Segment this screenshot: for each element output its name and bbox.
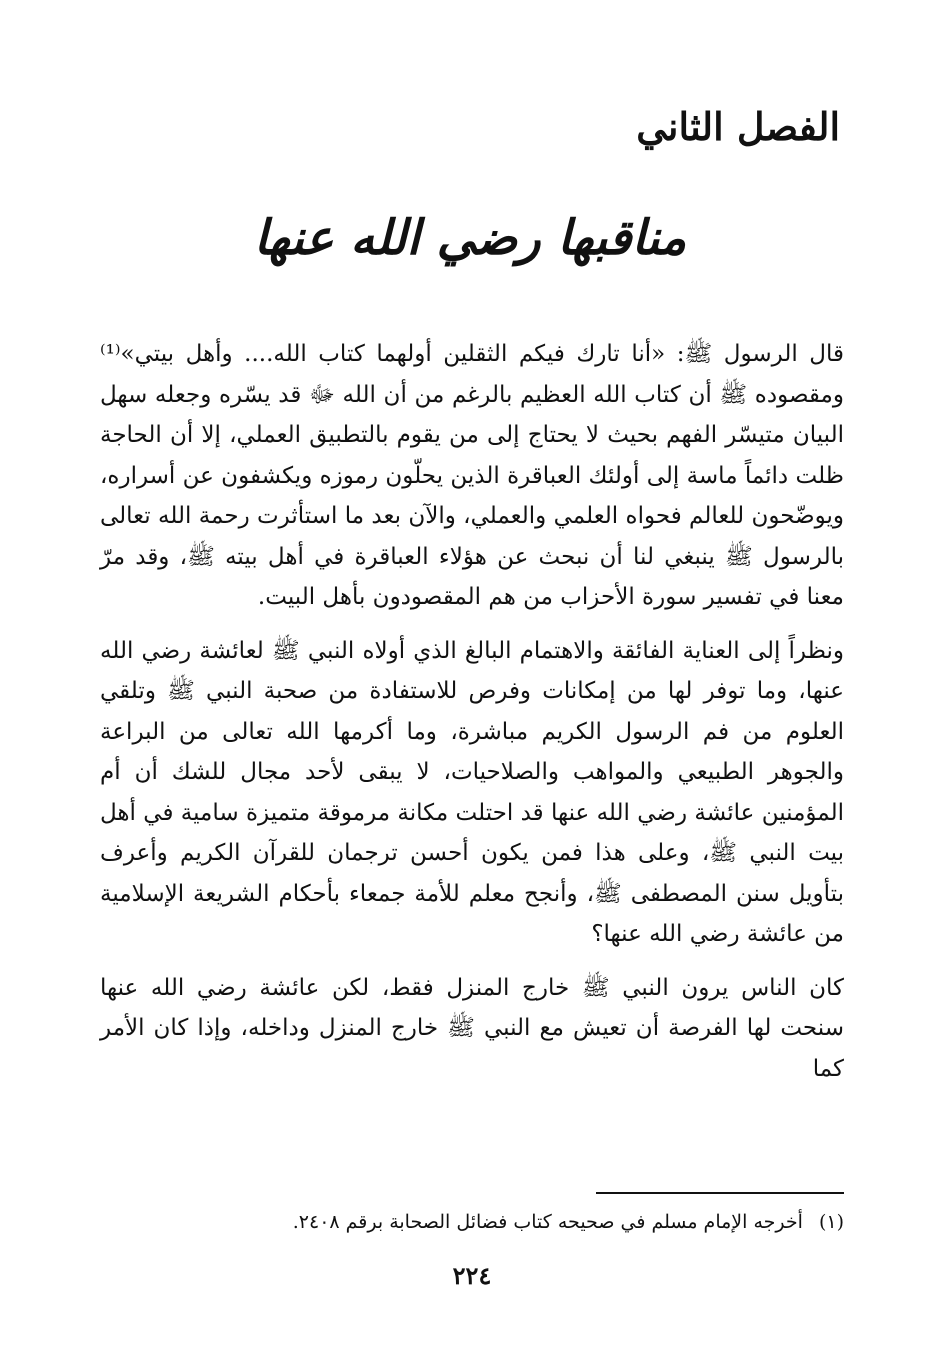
chapter-heading: الفصل الثاني	[636, 104, 840, 149]
section-title: مناقبها رضي الله عنها	[253, 210, 687, 266]
page-number: ٢٢٤	[452, 1261, 492, 1290]
footnote	[100, 1205, 844, 1239]
footnote-marker: (١)	[818, 1211, 844, 1233]
paragraph: ونظراً إلى العناية الفائقة والاهتمام البالغ الذي أولاه النبي ﷺ لعائشة رضي الله عنها، وما توفر لها من إمكانات وفرص للاستفادة من صحبة النبي ﷺ وتلقي العلوم من فم الرسول الكريم مباشرة، وما أكرمها الله تعالى من البراعة والجوهر الطبيعي والمواهب والصلاحيات، لا يبقى لأحد مجال للشك أن أم المؤمنين عائشة رضي الله عنها قد احتلت مكانة مرموقة متميزة سامية في أهل بيت النبي ﷺ، وعلى هذا فمن يكون أحسن ترجمان للقرآن الكريم وأعرف بتأويل سنن المصطفى ﷺ، وأنجح معلم للأمة جمعاء بأحكام الشريعة الإسلامية من عائشة رضي الله عنها؟	[100, 637, 844, 947]
footnote-divider	[596, 1192, 844, 1194]
footnote-text: أخرجه الإمام مسلم في صحيحه كتاب فضائل الصحابة برقم ٢٤٠٨.	[292, 1211, 803, 1233]
paragraph: كان الناس يرون النبي ﷺ خارج المنزل فقط، لكن عائشة رضي الله عنها سنحت لها الفرصة أن تعيش مع النبي ﷺ خارج المنزل وداخله، وإذا كان الأمر كما	[100, 974, 844, 1082]
body-text	[100, 334, 844, 1089]
paragraph: قال الرسول ﷺ: «أنا تارك فيكم الثقلين أولهما كتاب الله.... وأهل بيتي»⁽¹⁾ ومقصوده ﷺ أن كتاب الله العظيم بالرغم من أن الله ﷻ قد يسّره وجعله سهل البيان متيسّر الفهم بحيث لا يحتاج إلى من يقوم بالتطبيق العملي، إلا أن الحاجة ظلت دائماً ماسة إلى أولئك العباقرة الذين يحلّون رموزه ويكشفون عن أسراره، ويوضّحون للعالم فحواه العلمي والعملي، والآن بعد ما استأثرت رحمة الله تعالى بالرسول ﷺ ينبغي لنا أن نبحث عن هؤلاء العباقرة في أهل بيته ﷺ، وقد مرّ معنا في تفسير سورة الأحزاب من هم المقصودون بأهل البيت.	[100, 341, 844, 610]
